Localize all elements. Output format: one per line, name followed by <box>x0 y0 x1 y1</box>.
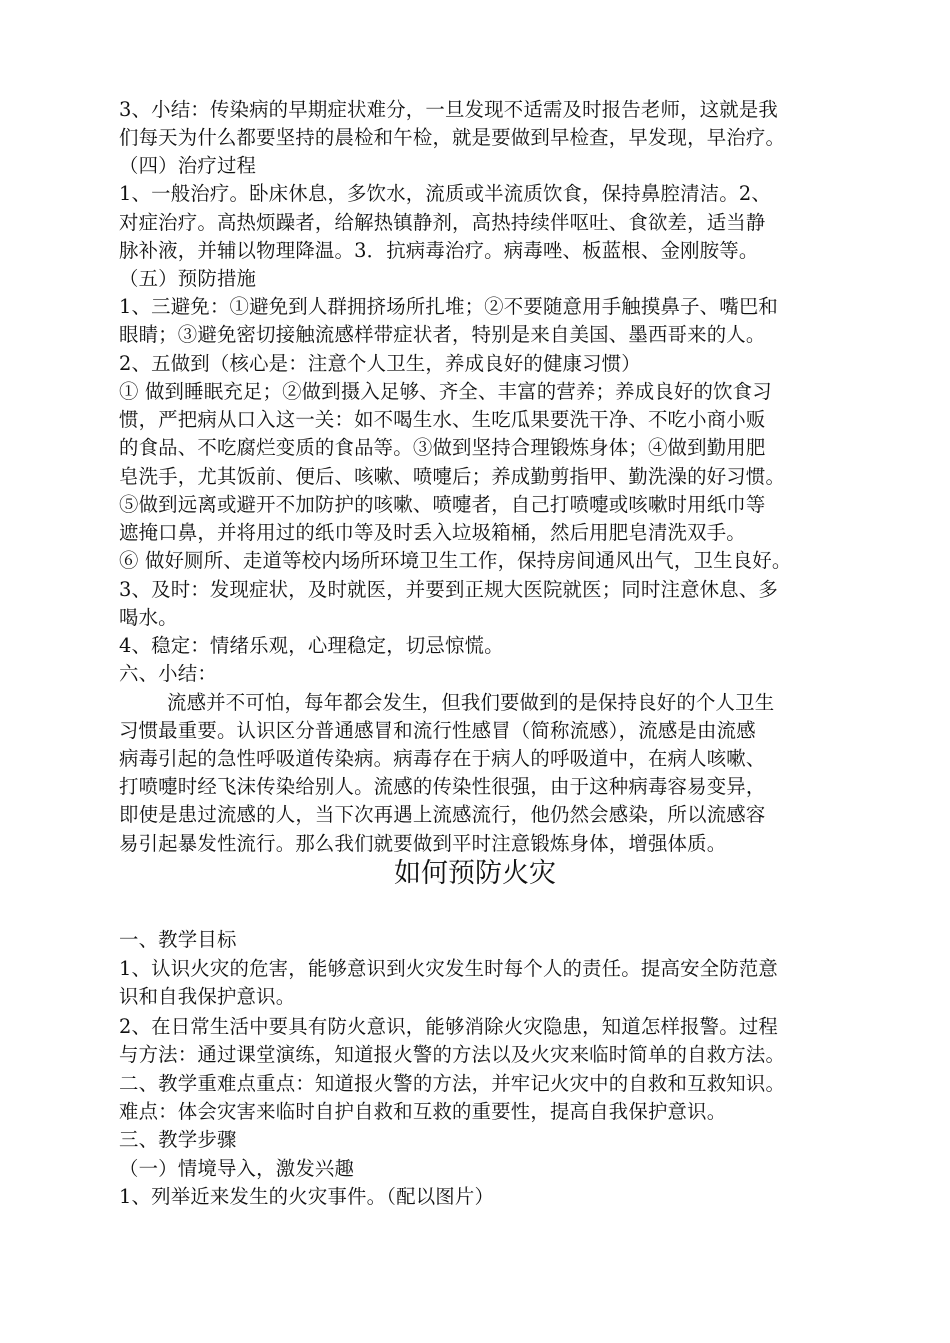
section-heading: （四）治疗过程 <box>119 154 257 177</box>
paragraph-first-line: 流感并不可怕，每年都会发生，但我们要做到的是保持良好的个人卫生 <box>167 691 775 714</box>
text-line: 难点：体会灾害来临时自护自救和互救的重要性，提高自我保护意识。 <box>119 1100 727 1123</box>
text-line: 识和自我保护意识。 <box>119 985 296 1008</box>
text-line: 喝水。 <box>119 606 178 629</box>
section-heading: 三、教学步骤 <box>119 1128 237 1151</box>
text-line: 3、及时：发现症状，及时就医，并要到正规大医院就医；同时注意休息、多 <box>119 578 779 601</box>
text-line: ⑤做到远离或避开不加防护的咳嗽、喷嚏者，自己打喷嚏或咳嗽时用纸巾等 <box>119 493 766 516</box>
section-heading: （一）情境导入，激发兴趣 <box>119 1157 355 1180</box>
text-line: 即使是患过流感的人，当下次再遇上流感流行，他仍然会感染，所以流感容 <box>119 803 766 826</box>
text-line: 眼睛；③避免密切接触流感样带症状者，特别是来自美国、墨西哥来的人。 <box>119 323 766 346</box>
text-line: 习惯最重要。认识区分普通感冒和流行性感冒（简称流感），流感是由流感 <box>119 719 756 742</box>
text-line: 4、稳定：情绪乐观，心理稳定，切忌惊慌。 <box>119 634 504 657</box>
text-line: 打喷嚏时经飞沫传染给别人。流感的传染性很强，由于这种病毒容易变异， <box>119 775 766 798</box>
section-heading: （五）预防措施 <box>119 267 257 290</box>
text-line: 惯，严把病从口入这一关：如不喝生水、生吃瓜果要洗干净、不吃小商小贩 <box>119 408 766 431</box>
text-line: 们每天为什么都要坚持的晨检和午检，就是要做到早检查，早发现，早治疗。 <box>119 126 786 149</box>
text-line: 1、三避免：①避免到人群拥挤场所扎堆；②不要随意用手触摸鼻子、嘴巴和 <box>119 295 779 318</box>
text-line: 对症治疗。高热烦躁者，给解热镇静剂，高热持续伴呕吐、食欲差，适当静 <box>119 211 766 234</box>
text-line: 1、列举近来发生的火灾事件。（配以图片） <box>119 1185 495 1208</box>
text-line: 皂洗手，尤其饭前、便后、咳嗽、喷嚏后；养成勤剪指甲、勤洗澡的好习惯。 <box>119 465 786 488</box>
text-line: ① 做到睡眠充足；②做到摄入足够、齐全、丰富的营养；养成良好的饮食习 <box>119 380 772 403</box>
text-line: 2、五做到（核心是：注意个人卫生，养成良好的健康习惯） <box>119 352 641 375</box>
text-line: 的食品、不吃腐烂变质的食品等。③做到坚持合理锻炼身体；④做到勤用肥 <box>119 436 766 459</box>
text-line: 遮掩口鼻，并将用过的纸巾等及时丢入垃圾箱桶，然后用肥皂清洗双手。 <box>119 521 746 544</box>
text-line: 病毒引起的急性呼吸道传染病。病毒存在于病人的呼吸道中，在病人咳嗽、 <box>119 747 766 770</box>
text-line: 与方法：通过课堂演练，知道报火警的方法以及火灾来临时简单的自救方法。 <box>119 1043 786 1066</box>
document-title: 如何预防火灾 <box>394 858 556 889</box>
text-line: 脉补液，并辅以物理降温。3．抗病毒治疗。病毒唑、板蓝根、金刚胺等。 <box>119 239 759 262</box>
section-heading: 六、小结： <box>119 662 217 685</box>
text-line: 1、一般治疗。卧床休息，多饮水，流质或半流质饮食，保持鼻腔清洁。2、 <box>119 182 771 205</box>
section-heading: 一、教学目标 <box>119 928 237 951</box>
text-line: 2、在日常生活中要具有防火意识，能够消除火灾隐患，知道怎样报警。过程 <box>119 1015 779 1038</box>
text-line: 1、认识火灾的危害，能够意识到火灾发生时每个人的责任。提高安全防范意 <box>119 957 779 980</box>
text-line: 易引起暴发性流行。那么我们就要做到平时注意锻炼身体，增强体质。 <box>119 832 727 855</box>
text-line: 二、教学重难点重点：知道报火警的方法，并牢记火灾中的自救和互救知识。 <box>119 1072 786 1095</box>
text-line: ⑥ 做好厕所、走道等校内场所环境卫生工作，保持房间通风出气，卫生良好。 <box>119 549 792 572</box>
text-line: 3、小结：传染病的早期症状难分，一旦发现不适需及时报告老师，这就是我 <box>119 98 779 121</box>
